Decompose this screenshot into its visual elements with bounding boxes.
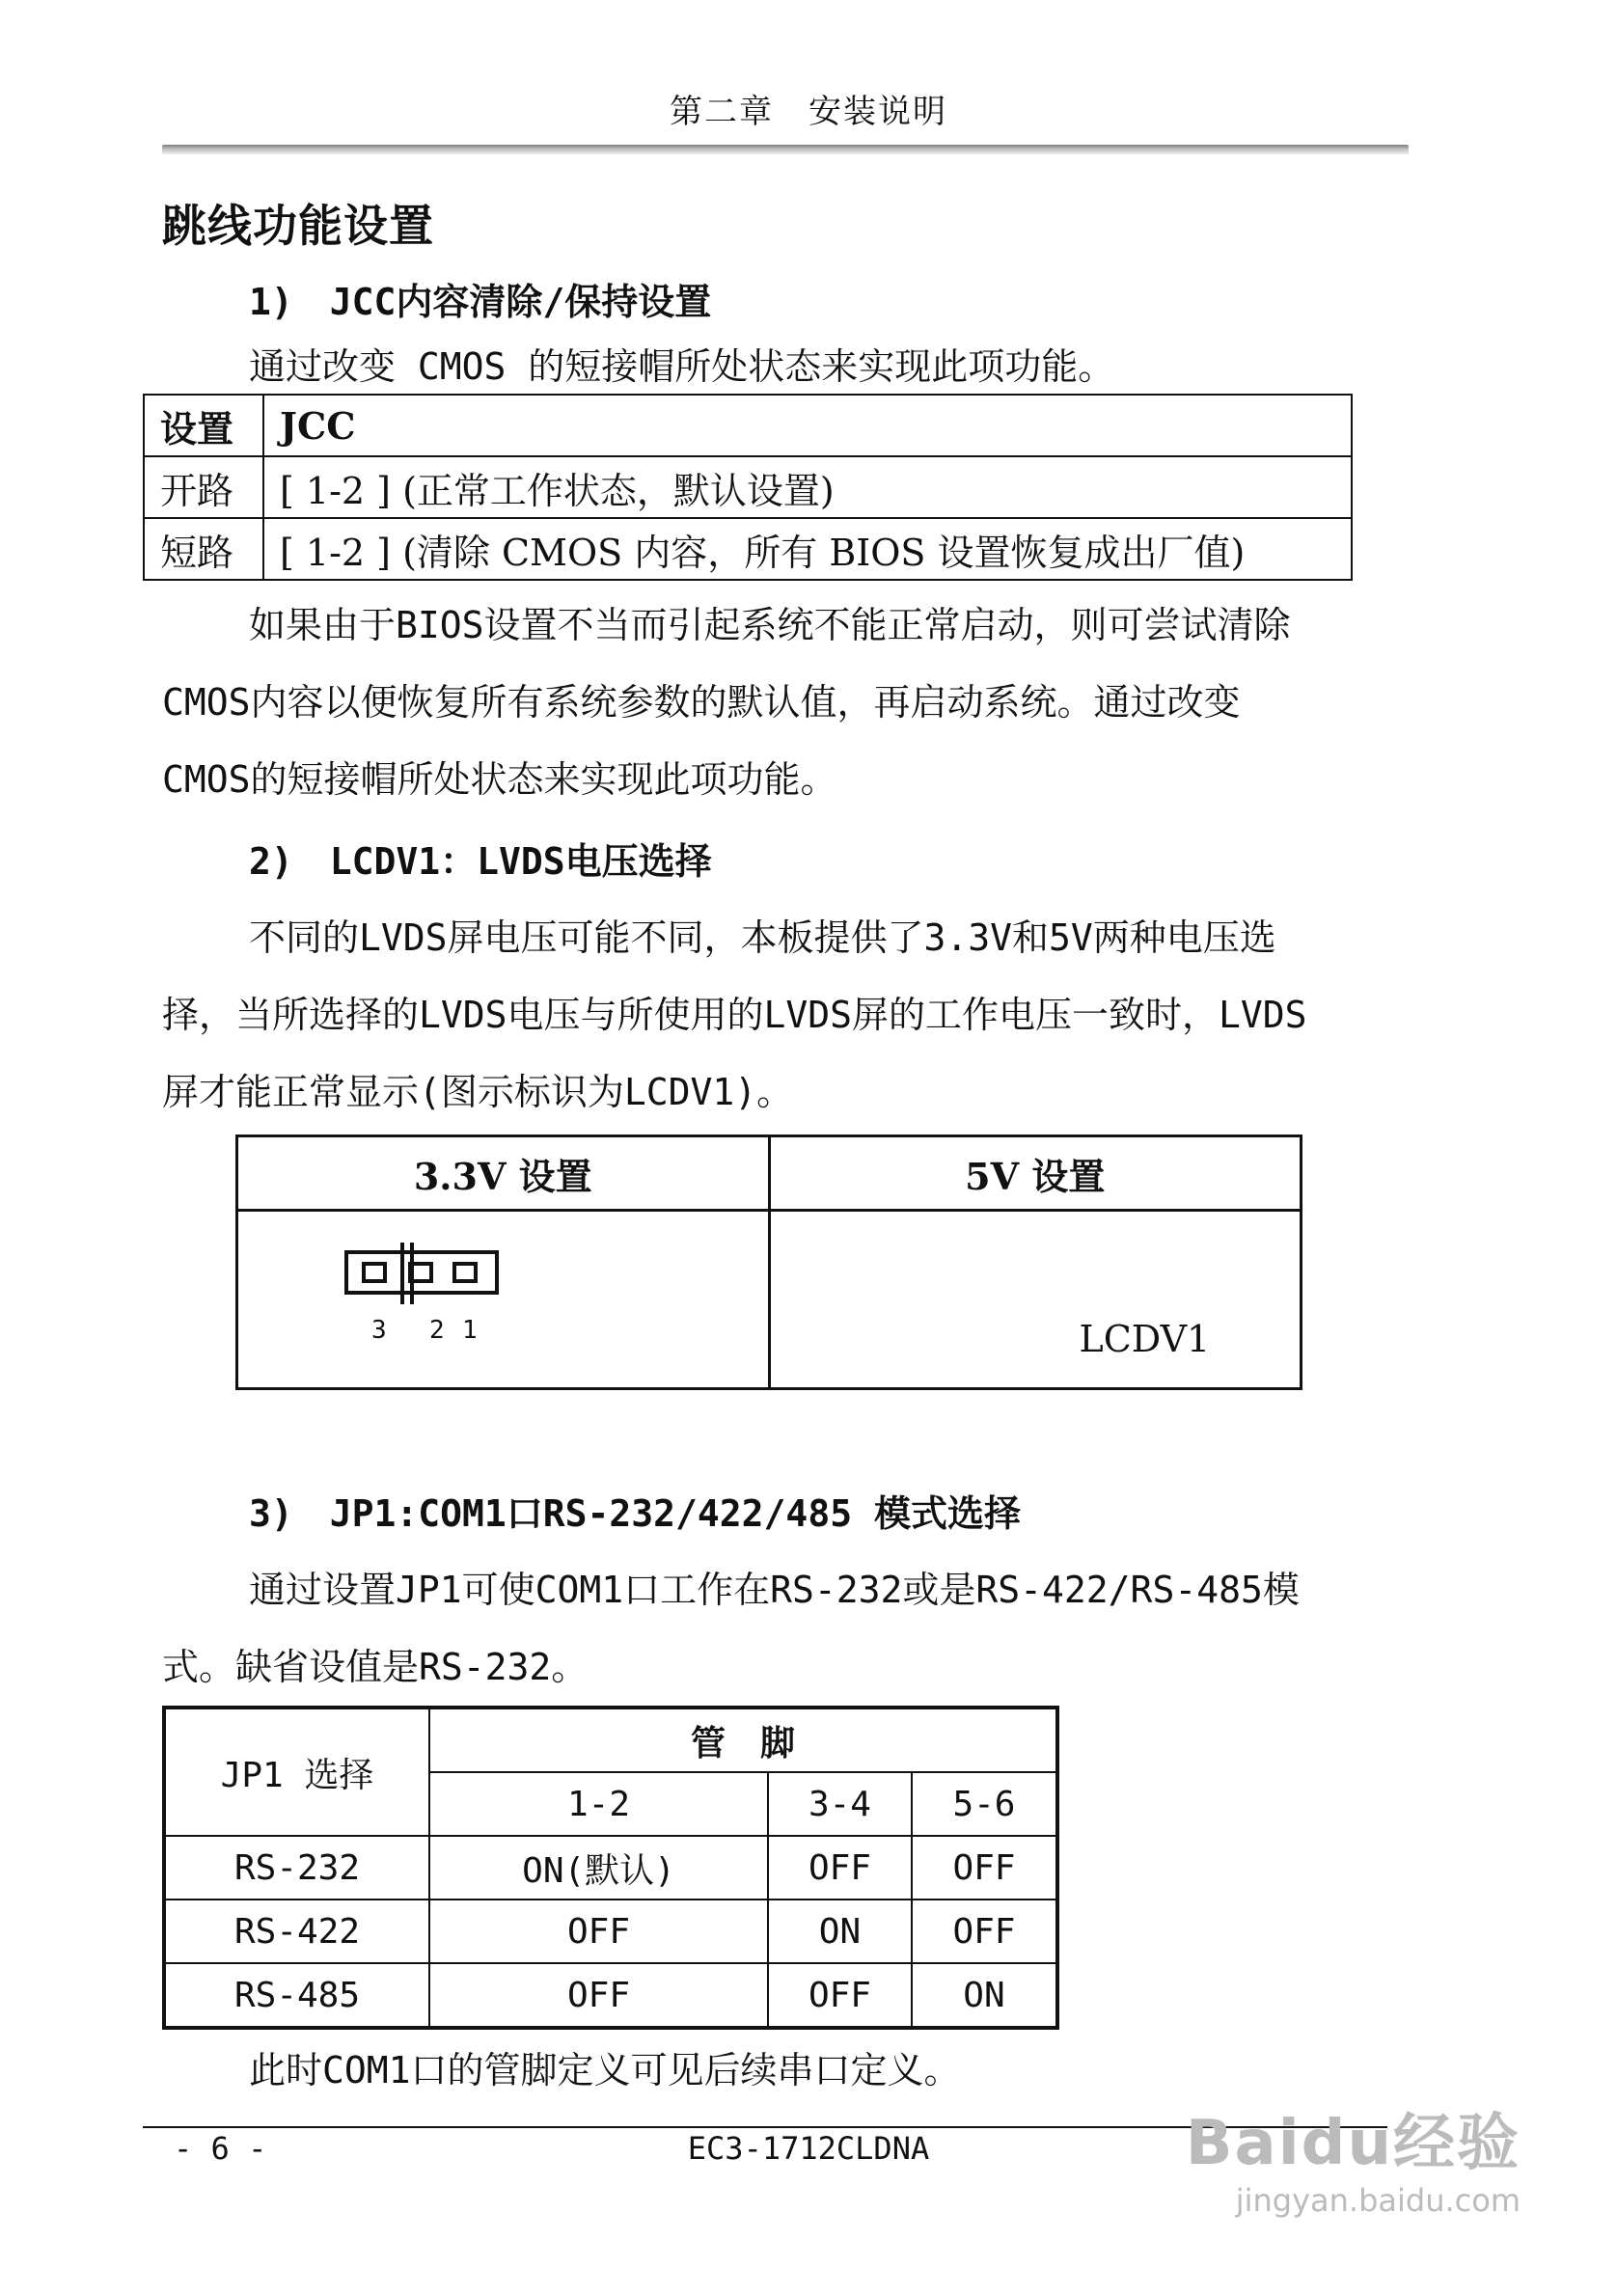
table-cell: RS-485 (164, 1963, 429, 2028)
s1-para-line: CMOS的短接帽所处状态来实现此项功能。 (162, 758, 837, 801)
jumper-diagram-cell (237, 1211, 770, 1389)
pin-label: 2 (429, 1316, 445, 1345)
s3-para-line: 通过设置JP1可使COM1口工作在RS-232或是RS-422/RS-485模 (249, 1569, 1300, 1611)
page-number: - 6 - (174, 2130, 267, 2167)
s1-intro: 通过改变 CMOS 的短接帽所处状态来实现此项功能。 (249, 345, 1115, 388)
watermark-brand: Baidu经验 (1185, 2108, 1521, 2179)
table-cell: OFF (912, 1900, 1057, 1963)
jumper-cap-icon (400, 1243, 404, 1304)
table-cell: [ 1-2 ] (正常工作状态，默认设置) (263, 456, 1352, 518)
pin-icon (362, 1262, 387, 1283)
table-row (164, 1963, 1057, 2028)
s2-para-line: 择，当所选择的LVDS电压与所使用的LVDS屏的工作电压一致时，LVDS (162, 994, 1307, 1036)
table-row (144, 456, 1352, 518)
table-row (164, 1900, 1057, 1963)
lcdv-table (235, 1134, 1302, 1390)
s1-heading: 1) JCC内容清除/保持设置 (249, 281, 712, 323)
s1-para-line: CMOS内容以便恢复所有系统参数的默认值，再启动系统。通过改变 (162, 681, 1241, 724)
jcc-table (143, 394, 1353, 581)
table-cell: 短路 (144, 518, 263, 580)
table-cell: RS-232 (164, 1836, 429, 1900)
s1-para-line: 如果由于BIOS设置不当而引起系统不能正常启动，则可尝试清除 (249, 604, 1291, 646)
table-cell: OFF (768, 1963, 912, 2028)
jp1-table (162, 1706, 1059, 2030)
pin-label: 1 (462, 1316, 478, 1345)
table-cell (769, 1211, 1302, 1389)
s2-para-line: 不同的LVDS屏电压可能不同，本板提供了3.3V和5V两种电压选 (249, 916, 1276, 959)
s3-after: 此时COM1口的管脚定义可见后续串口定义。 (249, 2049, 961, 2091)
table-header-cell: 5-6 (912, 1772, 1057, 1836)
watermark-url: jingyan.baidu.com (1235, 2182, 1521, 2219)
table-row (164, 1708, 1057, 1772)
watermark-logo (1186, 2093, 1521, 2219)
jumper-cap-icon (410, 1243, 414, 1304)
table-header-cell: 1-2 (429, 1772, 768, 1836)
table-row (164, 1836, 1057, 1900)
pin-label: 3 (371, 1316, 387, 1345)
table-header-cell: 管 脚 (429, 1708, 1057, 1772)
table-cell: ON (912, 1963, 1057, 2028)
table-cell: JCC (263, 395, 1352, 456)
model-number: EC3-1712CLDNA (687, 2130, 930, 2167)
table-cell: OFF (912, 1836, 1057, 1900)
table-cell: 5V 设置 (769, 1136, 1302, 1211)
table-cell: 开路 (144, 456, 263, 518)
s3-heading: 3) JP1:COM1口RS-232/422/485 模式选择 (249, 1492, 1021, 1535)
header-rule (162, 145, 1409, 154)
s3-para-line: 式。缺省设值是RS-232。 (162, 1646, 589, 1688)
table-cell: [ 1-2 ] (清除 CMOS 内容，所有 BIOS 设置恢复成出厂值) (263, 518, 1352, 580)
s2-para-line: 屏才能正常显示(图示标识为LCDV1)。 (162, 1071, 794, 1113)
table-header-cell: 3-4 (768, 1772, 912, 1836)
table-cell: 3.3V 设置 (237, 1136, 770, 1211)
s2-heading: 2) LCDV1：LVDS电压选择 (249, 840, 712, 883)
table-row (237, 1211, 1302, 1389)
table-row (144, 395, 1352, 456)
table-cell: 设置 (144, 395, 263, 456)
table-cell: RS-422 (164, 1900, 429, 1963)
table-cell: ON(默认) (429, 1836, 768, 1900)
pin-icon (452, 1262, 478, 1283)
table-cell: OFF (429, 1900, 768, 1963)
table-cell: ON (768, 1900, 912, 1963)
table-cell: OFF (768, 1836, 912, 1900)
running-header: 第二章 安装说明 (670, 93, 947, 131)
table-header-cell: JP1 选择 (164, 1708, 429, 1836)
table-cell: OFF (429, 1963, 768, 2028)
jumper-block-icon (344, 1250, 499, 1295)
table-row (144, 518, 1352, 580)
table-row (237, 1136, 1302, 1211)
lcdv-label: LCDV1 (1079, 1318, 1211, 1360)
section-title: 跳线功能设置 (162, 200, 434, 252)
